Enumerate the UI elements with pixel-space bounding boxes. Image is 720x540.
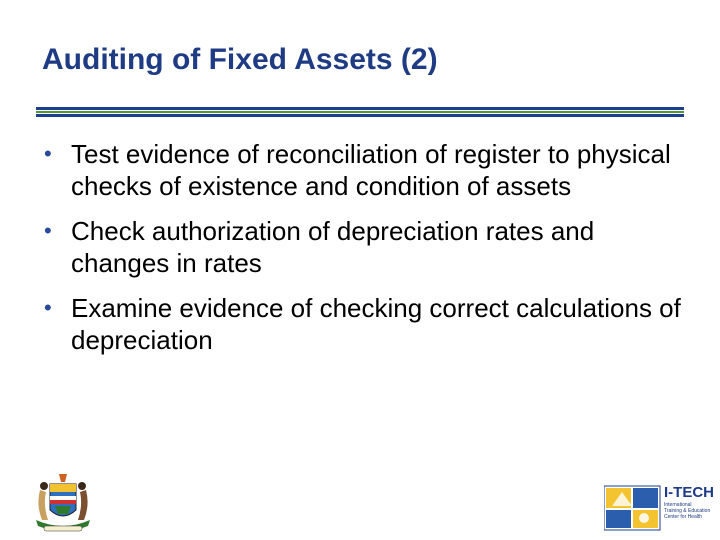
bullet-item (44, 292, 684, 356)
i-tech-subtitle (664, 502, 710, 520)
i-tech-subtitle-line: Center for Health (664, 514, 703, 520)
bullet-text: Test evidence of reconciliation of register to physical checks of existence and condition of assets (71, 139, 671, 201)
bullet-list (44, 138, 684, 369)
i-tech-subtitle-line: International (664, 502, 692, 508)
bullet-item (44, 215, 684, 279)
bullet-marker: • (44, 141, 52, 166)
bullet-text: Examine evidence of checking correct calculations of depreciation (71, 293, 681, 355)
title-divider-top (36, 107, 684, 110)
title-divider-bottom (36, 114, 684, 117)
bullet-marker: • (44, 295, 52, 320)
bullet-item (44, 138, 684, 202)
i-tech-name: I-TECH (664, 484, 714, 501)
i-tech-subtitle-line: Training & Education (664, 508, 711, 514)
coat-of-arms-emblem-icon (30, 470, 96, 536)
title-divider-middle (36, 111, 684, 113)
bullet-text: Check authorization of depreciation rates and changes in rates (71, 216, 595, 278)
bullet-marker: • (44, 218, 52, 243)
slide-title: Auditing of Fixed Assets (2) (42, 43, 438, 76)
